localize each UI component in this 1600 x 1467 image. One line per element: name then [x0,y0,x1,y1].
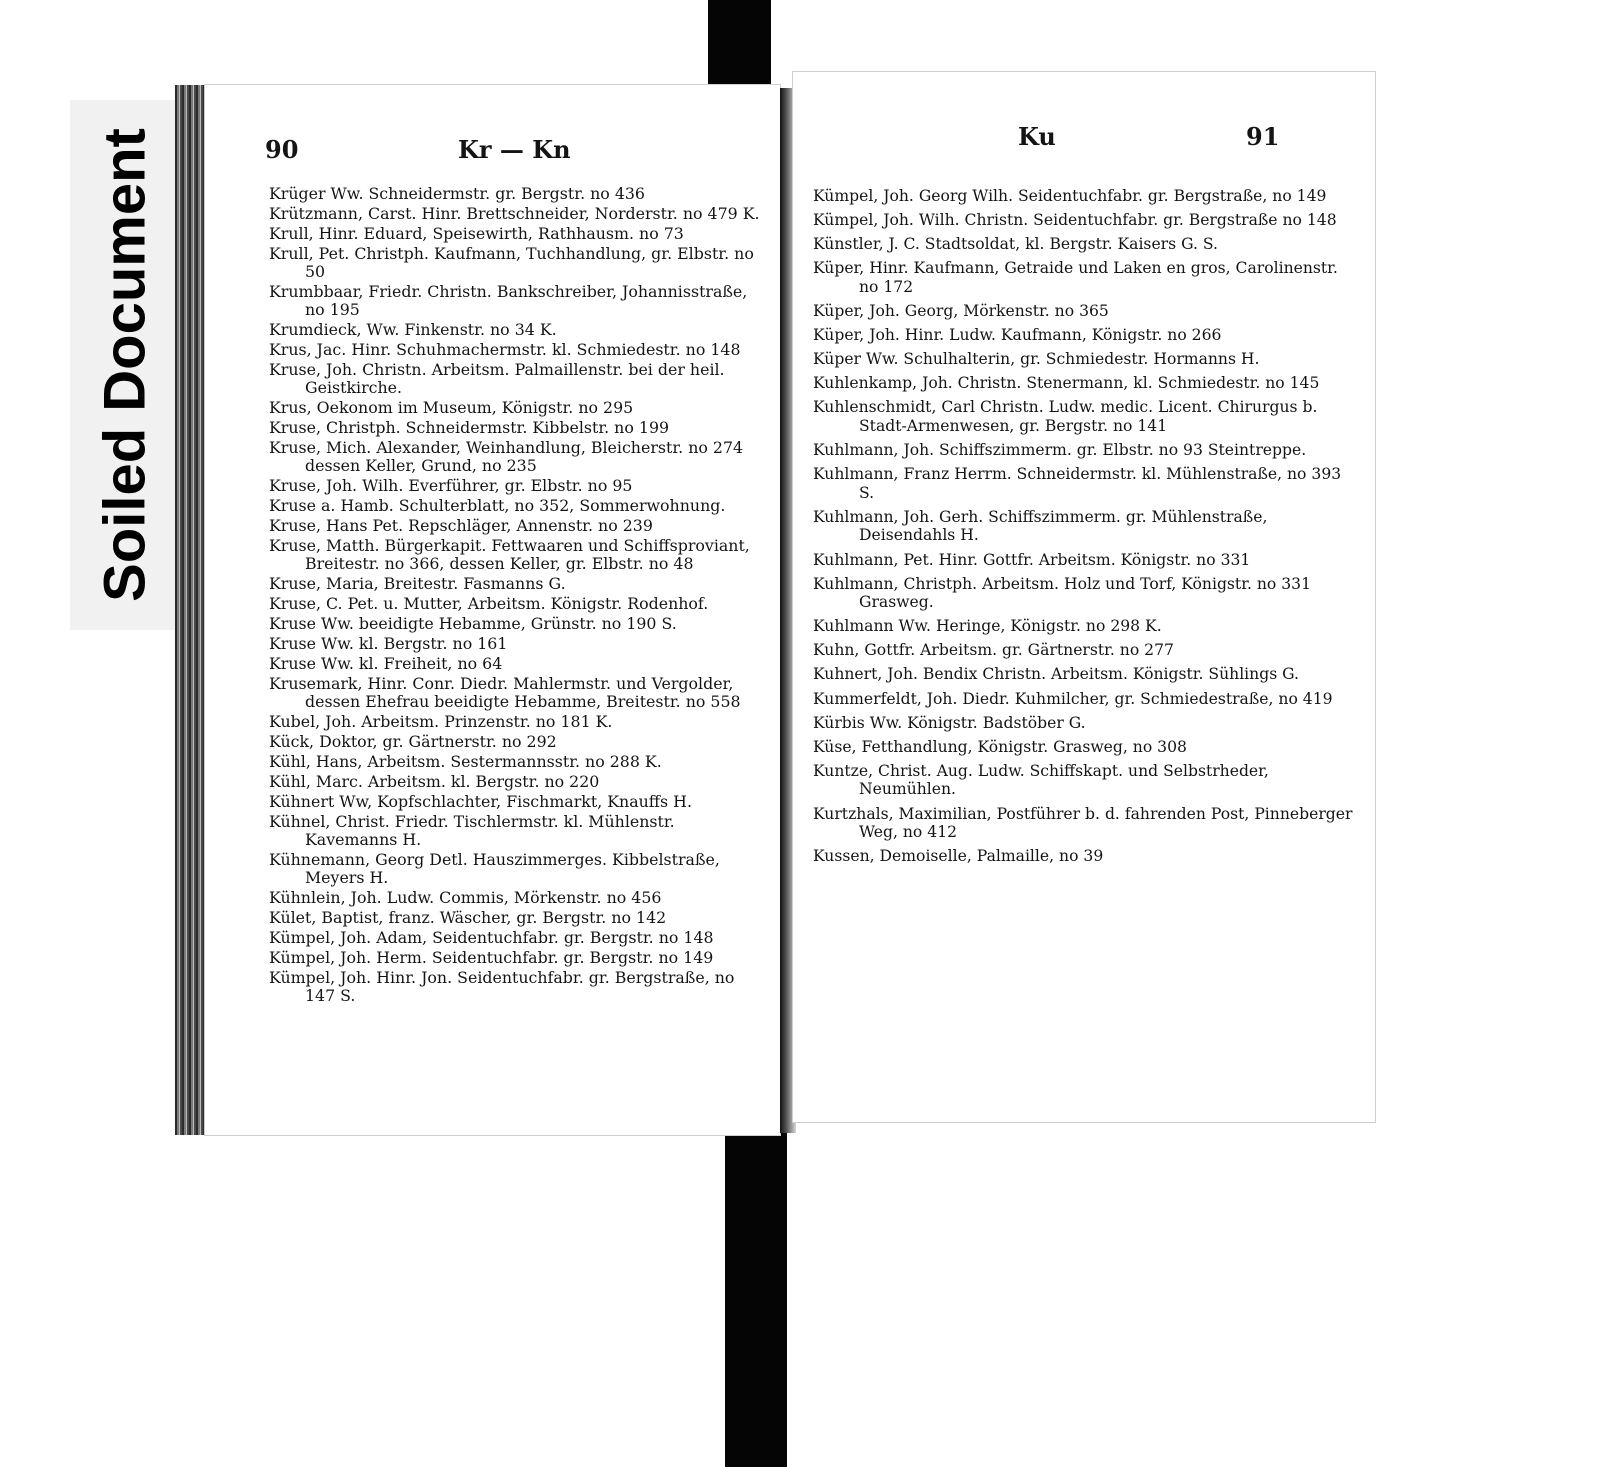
directory-entry: Kühnel, Christ. Friedr. Tischlermstr. kl. Mühlenstr. Kavemanns H. [269,812,675,849]
directory-entry: Kruse Ww. kl. Freiheit, no 64 [269,654,503,673]
directory-entry: Küper, Joh. Georg, Mörkenstr. no 365 [813,301,1109,320]
soiled-document-stamp: Soiled Document [92,128,158,602]
directory-entry: Krusemark, Hinr. Conr. Diedr. Mahlermstr. und Vergolder, dessen Ehefrau beeidigte Hebamme, Breitestr. no 558 [269,674,741,711]
directory-entry: Küper, Hinr. Kaufmann, Getraide und Laken en gros, Carolinenstr. no 172 [813,259,1338,296]
directory-entry: Krumdieck, Ww. Finkenstr. no 34 K. [269,320,557,339]
directory-entry: Kuhlenkamp, Joh. Christn. Stenermann, kl. Schmiedestr. no 145 [813,374,1320,393]
directory-entry: Kuhlmann, Pet. Hinr. Gottfr. Arbeitsm. Königstr. no 331 [813,550,1251,569]
page-number: 90 [265,135,299,164]
right-page [793,72,1375,1122]
directory-entry: Kruse, Joh. Christn. Arbeitsm. Palmaillenstr. bei der heil. Geistkirche. [269,360,725,397]
directory-entry: Kruse a. Hamb. Schulterblatt, no 352, Sommerwohnung. [269,496,726,515]
directory-entry: Kuhlmann, Franz Herrm. Schneidermstr. kl. Mühlenstraße, no 393 S. [813,465,1342,502]
directory-entry: Kruse, Hans Pet. Repschläger, Annenstr. no 239 [269,516,653,535]
right-page-header [793,122,1375,158]
left-page [205,85,780,1135]
directory-entry: Kurtzhals, Maximilian, Postführer b. d. fahrenden Post, Pinneberger Weg, no 412 [813,804,1353,842]
binding-band-top [708,0,771,95]
running-title: Kr — Kn [458,135,571,164]
directory-entry: Küper, Joh. Hinr. Ludw. Kaufmann, Königstr. no 266 [813,326,1222,345]
directory-entry: Kuhn, Gottfr. Arbeitsm. gr. Gärtnerstr. no 277 [813,641,1174,660]
directory-entry: Krüger Ww. Schneidermstr. gr. Bergstr. no 436 [269,184,645,203]
directory-entry: Kruse, Christph. Schneidermstr. Kibbelstr. no 199 [269,418,670,437]
directory-entry: Kück, Doktor, gr. Gärtnerstr. no 292 [269,732,557,751]
directory-entries-left [269,185,769,1007]
directory-entry: Kruse, C. Pet. u. Mutter, Arbeitsm. Königstr. Rodenhof. [269,594,709,613]
book-spine-edge [175,85,207,1135]
running-title: Ku [1018,122,1056,151]
directory-entry: Kruse, Joh. Wilh. Everführer, gr. Elbstr. no 95 [269,476,633,495]
directory-entry: Kruse Ww. beeidigte Hebamme, Grünstr. no 190 S. [269,614,677,633]
directory-entry: Kuntze, Christ. Aug. Ludw. Schiffskapt. und Selbstrheder, Neumühlen. [813,761,1269,799]
directory-entry: Kümpel, Joh. Wilh. Christn. Seidentuchfabr. gr. Bergstraße no 148 [813,211,1337,230]
directory-entry: Kühnlein, Joh. Ludw. Commis, Mörkenstr. no 456 [269,888,662,907]
binding-band-bottom [725,1125,787,1467]
directory-entry: Kussen, Demoiselle, Palmaille, no 39 [813,847,1104,866]
directory-entry: Kuhlenschmidt, Carl Christn. Ludw. medic. Licent. Chirurgus b. Stadt-Armenwesen, gr. Bergstr. no 141 [813,398,1318,435]
directory-entry: Kuhnert, Joh. Bendix Christn. Arbeitsm. Königstr. Sühlings G. [813,665,1300,684]
directory-entry: Kruse, Maria, Breitestr. Fasmanns G. [269,574,566,593]
directory-entry: Krus, Oekonom im Museum, Königstr. no 295 [269,398,634,417]
directory-entry: Kuhlmann Ww. Heringe, Königstr. no 298 K. [813,617,1162,636]
directory-entry: Kühl, Marc. Arbeitsm. kl. Bergstr. no 220 [269,772,600,791]
directory-entry: Kümpel, Joh. Adam, Seidentuchfabr. gr. Bergstr. no 148 [269,928,714,947]
directory-entry: Kühl, Hans, Arbeitsm. Sestermannsstr. no 288 K. [269,752,662,771]
directory-entry: Krumbbaar, Friedr. Christn. Bankschreiber, Johannisstraße, no 195 [269,282,748,319]
directory-entry: Kühnert Ww, Kopfschlachter, Fischmarkt, Knauffs H. [269,792,692,811]
directory-entry: Künstler, J. C. Stadtsoldat, kl. Bergstr. Kaisers G. S. [813,235,1218,254]
left-page-header [205,135,780,171]
directory-entry: Kubel, Joh. Arbeitsm. Prinzenstr. no 181 K. [269,712,613,731]
directory-entry: Krull, Pet. Christph. Kaufmann, Tuchhandlung, gr. Elbstr. no 50 [269,244,754,281]
directory-entry: Kümpel, Joh. Georg Wilh. Seidentuchfabr. gr. Bergstraße, no 149 [813,187,1327,205]
directory-entry: Kümpel, Joh. Herm. Seidentuchfabr. gr. Bergstr. no 149 [269,948,714,967]
directory-entry: Küse, Fetthandlung, Königstr. Grasweg, no 308 [813,737,1187,756]
directory-entry: Kümpel, Joh. Hinr. Jon. Seidentuchfabr. gr. Bergstraße, no 147 S. [269,968,735,1005]
directory-entries-right [813,187,1361,871]
directory-entry: Kummerfeldt, Joh. Diedr. Kuhmilcher, gr. Schmiedestraße, no 419 [813,689,1333,708]
directory-entry: Kuhlmann, Joh. Schiffszimmerm. gr. Elbstr. no 93 Steintreppe. [813,441,1307,460]
directory-entry: Krull, Hinr. Eduard, Speisewirth, Rathhausm. no 73 [269,224,684,243]
directory-entry: Krützmann, Carst. Hinr. Brettschneider, Norderstr. no 479 K. [269,204,760,223]
page-number: 91 [1246,122,1280,151]
directory-entry: Kürbis Ww. Königstr. Badstöber G. [813,713,1086,732]
directory-entry: Kühnemann, Georg Detl. Hauszimmerges. Kibbelstraße, Meyers H. [269,850,720,887]
directory-entry: Kület, Baptist, franz. Wäscher, gr. Bergstr. no 142 [269,908,667,927]
directory-entry: Küper Ww. Schulhalterin, gr. Schmiedestr. Hormanns H. [813,350,1260,369]
directory-entry: Kuhlmann, Joh. Gerh. Schiffszimmerm. gr. Mühlenstraße, Deisendahls H. [813,507,1268,545]
directory-entry: Kuhlmann, Christph. Arbeitsm. Holz und Torf, Königstr. no 331 Grasweg. [813,574,1312,612]
directory-entry: Krus, Jac. Hinr. Schuhmachermstr. kl. Schmiedestr. no 148 [269,340,741,359]
directory-entry: Kruse, Matth. Bürgerkapit. Fettwaaren und Schiffsproviant, Breitestr. no 366, dessen Keller, gr. Elbstr. no 48 [269,536,750,573]
directory-entry: Kruse, Mich. Alexander, Weinhandlung, Bleicherstr. no 274 dessen Keller, Grund, no 235 [269,438,744,475]
directory-entry: Kruse Ww. kl. Bergstr. no 161 [269,634,508,653]
